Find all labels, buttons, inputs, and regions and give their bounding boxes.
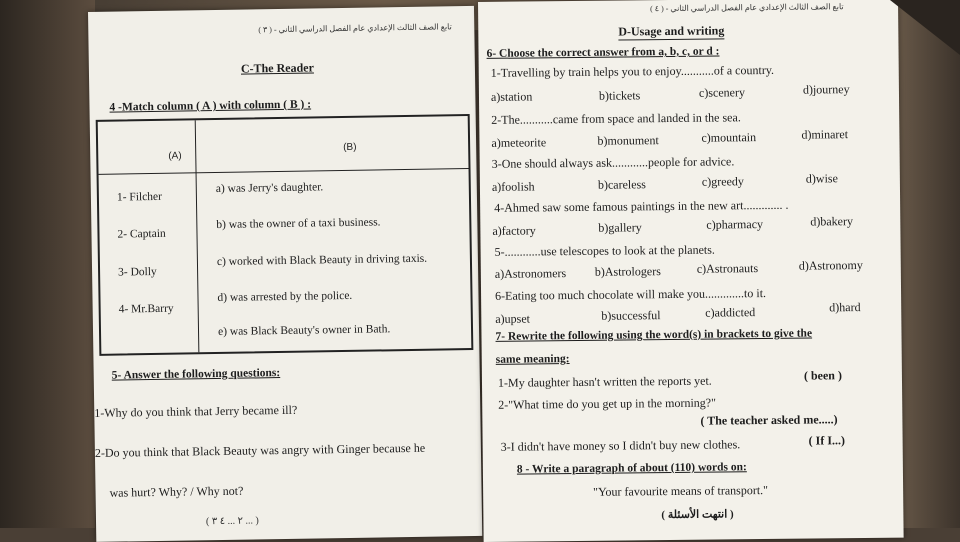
mcq-option: c)Astronauts: [696, 261, 759, 276]
question-7-title-cont: same meaning:: [495, 353, 570, 366]
mcq-option: b)successful: [601, 308, 661, 323]
column-b-item: a) was Jerry's daughter.: [215, 181, 324, 196]
folded-corner: [890, 0, 960, 70]
mcq-option: c)scenery: [698, 85, 746, 100]
exam-page-right: [478, 0, 904, 542]
mcq-question: 5-............use telescopes to look at the planets.: [494, 242, 715, 259]
mcq-question: 6-Eating too much chocolate will make you.............to it.: [495, 286, 767, 303]
column-b-item: d) was arrested by the police.: [217, 289, 353, 305]
column-a-header: (A): [168, 150, 182, 162]
paragraph-topic: "Your favourite means of transport.": [593, 482, 769, 499]
question-4-title: 4 -Match column ( A ) with column ( B ) :: [109, 98, 312, 114]
question-6-title: 6- Choose the correct answer from a, b, c, or d :: [486, 45, 720, 60]
column-b-item: c) worked with Black Beauty in driving taxis.: [216, 252, 428, 269]
page-footer: ( انتهت الأسئلة ): [661, 508, 734, 522]
mcq-option: d)Astronomy: [798, 257, 863, 273]
mcq-option: d)minaret: [801, 127, 849, 142]
mcq-option: a)foolish: [491, 179, 535, 194]
mcq-question: 4-Ahmed saw some famous paintings in the new art............. .: [494, 197, 789, 215]
mcq-option: c)pharmacy: [706, 217, 764, 232]
column-a-item: 3- Dolly: [118, 265, 157, 279]
exam-page-left: [88, 6, 482, 542]
mcq-option: a)factory: [492, 223, 536, 238]
mcq-option: b)Astrologers: [594, 264, 661, 279]
mcq-option: c)greedy: [701, 174, 744, 189]
mcq-option: d)hard: [829, 300, 861, 315]
column-b-item: e) was Black Beauty's owner in Bath.: [217, 323, 391, 338]
rewrite-hint: ( The teacher asked me.....): [700, 412, 838, 428]
mcq-option: a)meteorite: [491, 135, 547, 150]
mcq-question: 2-The...........came from space and landed in the sea.: [491, 110, 741, 127]
mcq-option: d)journey: [802, 82, 850, 97]
mcq-option: b)careless: [597, 177, 646, 192]
rewrite-sentence: 2-"What time do you get up in the morning?": [498, 395, 717, 412]
page-header: تابع الصف الثالث الإعدادي عام الفصل الدراسي الثاني - ( ٣ ): [258, 22, 452, 35]
column-a-item: 4- Mr.Barry: [118, 302, 174, 316]
section-title: D-Usage and writing: [618, 23, 725, 39]
mcq-option: c)mountain: [701, 130, 757, 145]
rewrite-sentence: 1-My daughter hasn't written the reports yet.: [497, 373, 712, 390]
question-7-title: 7- Rewrite the following using the word(s) in brackets to give the: [495, 327, 813, 343]
question-5-item: was hurt? Why? / Why not?: [109, 483, 244, 500]
background-left: [0, 0, 95, 528]
section-title: C-The Reader: [240, 60, 314, 76]
rewrite-hint: ( If I...): [808, 433, 846, 448]
mcq-option: b)tickets: [598, 88, 641, 103]
mcq-question: 1-Travelling by train helps you to enjoy...........of a country.: [490, 62, 775, 80]
mcq-option: c)addicted: [705, 305, 756, 320]
question-5-item: 1-Why do you think that Jerry became ill?: [94, 402, 298, 420]
mcq-option: b)gallery: [598, 220, 642, 235]
mcq-option: a)upset: [495, 311, 531, 326]
rewrite-hint: ( been ): [803, 368, 843, 383]
match-table: [96, 114, 474, 356]
mcq-option: d)wise: [805, 171, 838, 186]
question-5-item: 2-Do you think that Black Beauty was angry with Ginger because he: [94, 440, 426, 460]
page-header: تابع الصف الثالث الإعدادي عام الفصل الدراسي الثاني - ( ٤ ): [650, 2, 844, 14]
mcq-option: a)Astronomers: [494, 266, 567, 281]
mcq-option: a)station: [490, 89, 533, 104]
question-8-title: 8 - Write a paragraph of about (110) words on:: [516, 461, 747, 476]
column-b-item: b) was the owner of a taxi business.: [216, 216, 381, 232]
question-5-title: 5- Answer the following questions:: [111, 367, 281, 382]
mcq-option: d)bakery: [810, 214, 854, 229]
column-a-item: 1- Filcher: [116, 190, 163, 204]
page-footer: ( ٢ ... ٤ ٣ ... ): [205, 515, 259, 528]
mcq-question: 3-One should always ask............people for advice.: [491, 154, 735, 171]
column-a-item: 2- Captain: [117, 227, 166, 241]
mcq-option: b)monument: [597, 133, 659, 148]
column-b-header: (B): [343, 141, 357, 154]
rewrite-sentence: 3-I didn't have money so I didn't buy new clothes.: [500, 437, 741, 454]
